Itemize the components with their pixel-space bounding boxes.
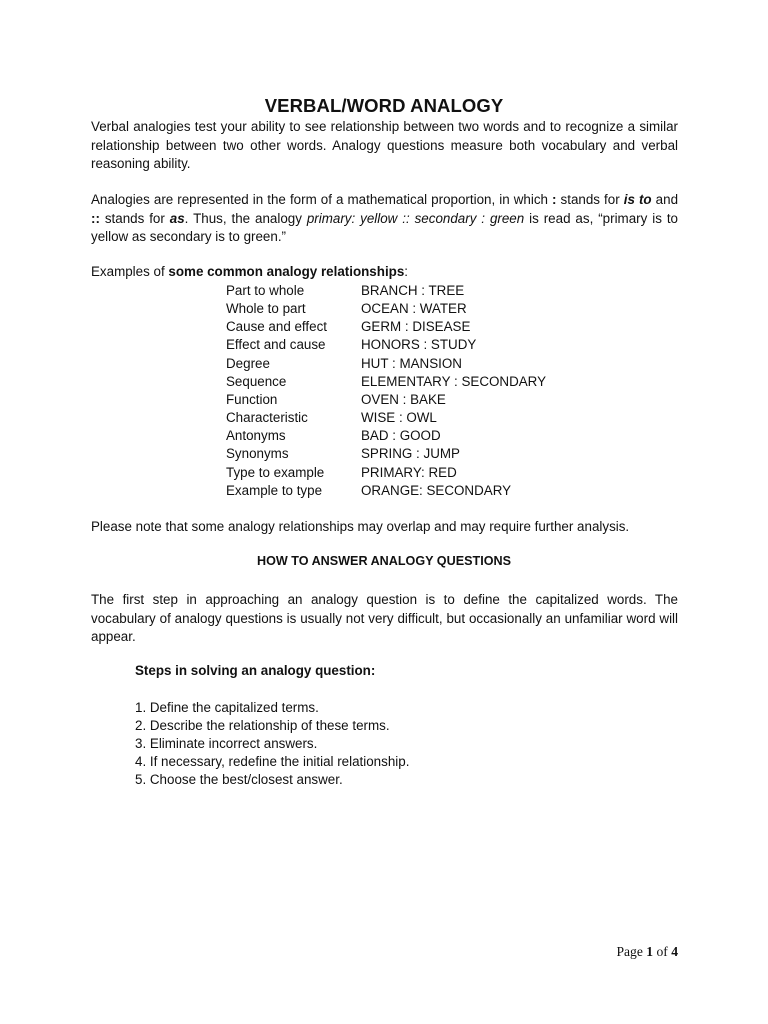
examples-text-2: :	[404, 264, 409, 279]
relationship-example: ELEMENTARY : SECONDARY	[361, 373, 547, 389]
repr-example-analogy: primary: yellow :: secondary : green	[306, 210, 525, 226]
relationship-name: Degree	[226, 355, 270, 371]
repr-text-6: is read as, “primary is to yellow as secondary is to green.”	[91, 210, 678, 245]
relationship-row	[226, 427, 546, 445]
relationship-row	[226, 445, 546, 463]
steps-title: Steps in solving an analogy question:	[135, 663, 376, 678]
relationship-name: Synonyms	[226, 446, 289, 462]
page-footer	[616, 944, 678, 960]
relationship-row	[226, 318, 546, 336]
relationship-name: Part to whole	[226, 283, 305, 298]
steps-list	[135, 699, 409, 789]
relationship-row	[226, 355, 546, 373]
step-item: 3. Eliminate incorrect answers.	[135, 736, 318, 752]
relationship-row	[226, 373, 546, 391]
relationship-row	[226, 482, 546, 500]
repr-text-3: and	[651, 192, 679, 207]
step-item: 2. Describe the relationship of these terms.	[135, 718, 390, 734]
repr-colon-symbol: :	[552, 192, 557, 207]
relationship-row	[226, 464, 546, 482]
relationship-name: Function	[226, 391, 278, 407]
relationship-name: Cause and effect	[226, 319, 327, 335]
repr-double-colon-symbol: ::	[91, 210, 100, 226]
footer-page-total: 4	[671, 944, 678, 959]
step-item: 5. Choose the best/closest answer.	[135, 772, 343, 788]
relationship-example: GERM : DISEASE	[361, 319, 471, 335]
relationship-example: BAD : GOOD	[361, 428, 441, 444]
relationship-name: Example to type	[226, 482, 323, 498]
relationship-row	[226, 391, 546, 409]
intro-paragraph: Verbal analogies test your ability to see relationship between two words and to recognize a similar relationship between two other words. Analogy questions measure both vocabulary and verbal reasoning ability.	[91, 119, 678, 172]
examples-bold-phrase: some common analogy relationships	[168, 264, 405, 279]
note-paragraph: Please note that some analogy relationships may overlap and may require further analysis.	[91, 519, 630, 534]
relationship-example: ORANGE: SECONDARY	[361, 482, 512, 498]
step-item: 1. Define the capitalized terms.	[135, 700, 319, 715]
relationship-name: Type to example	[226, 464, 325, 480]
relationship-row	[226, 336, 546, 354]
document-title: VERBAL/WORD ANALOGY	[264, 95, 504, 116]
relationship-example: HUT : MANSION	[361, 355, 462, 371]
relationship-name: Effect and cause	[226, 337, 326, 353]
relationship-example: HONORS : STUDY	[361, 337, 477, 353]
examples-intro	[91, 263, 678, 282]
relationship-example: OVEN : BAKE	[361, 391, 446, 407]
relationship-example: OCEAN : WATER	[361, 301, 467, 317]
relationship-row	[226, 300, 546, 318]
footer-page-word: Page	[616, 944, 647, 959]
repr-text-4: stands for	[99, 210, 170, 226]
relationship-name: Antonyms	[226, 428, 286, 444]
repr-is-to: is to	[623, 192, 652, 207]
footer-page-number: 1	[646, 944, 654, 959]
representation-paragraph	[91, 191, 678, 247]
relationship-row	[226, 409, 546, 427]
relationship-name: Sequence	[226, 373, 287, 389]
relationships-table	[226, 282, 546, 500]
relationship-example: BRANCH : TREE	[361, 283, 465, 298]
relationship-example: WISE : OWL	[361, 410, 437, 426]
examples-text-1: Examples of	[91, 264, 169, 279]
relationship-example: SPRING : JUMP	[361, 446, 460, 462]
repr-as: as	[169, 210, 185, 226]
relationship-row	[226, 282, 546, 300]
first-step-paragraph: The first step in approaching an analogy question is to define the capitalized words. The vocabulary of analogy questions is usually not very difficult, but occasionally an unfamiliar word will appear.	[91, 592, 678, 645]
relationship-name: Characteristic	[226, 410, 308, 426]
relationship-name: Whole to part	[226, 301, 306, 317]
repr-text-5: . Thus, the analogy	[184, 210, 307, 226]
how-to-heading: HOW TO ANSWER ANALOGY QUESTIONS	[257, 554, 511, 568]
step-item: 4. If necessary, redefine the initial relationship.	[135, 754, 410, 770]
repr-text-2: stands for	[556, 192, 624, 207]
relationship-example: PRIMARY: RED	[361, 464, 457, 480]
repr-text-1: Analogies are represented in the form of a mathematical proportion, in which	[91, 192, 553, 207]
footer-of-word: of	[653, 944, 672, 959]
